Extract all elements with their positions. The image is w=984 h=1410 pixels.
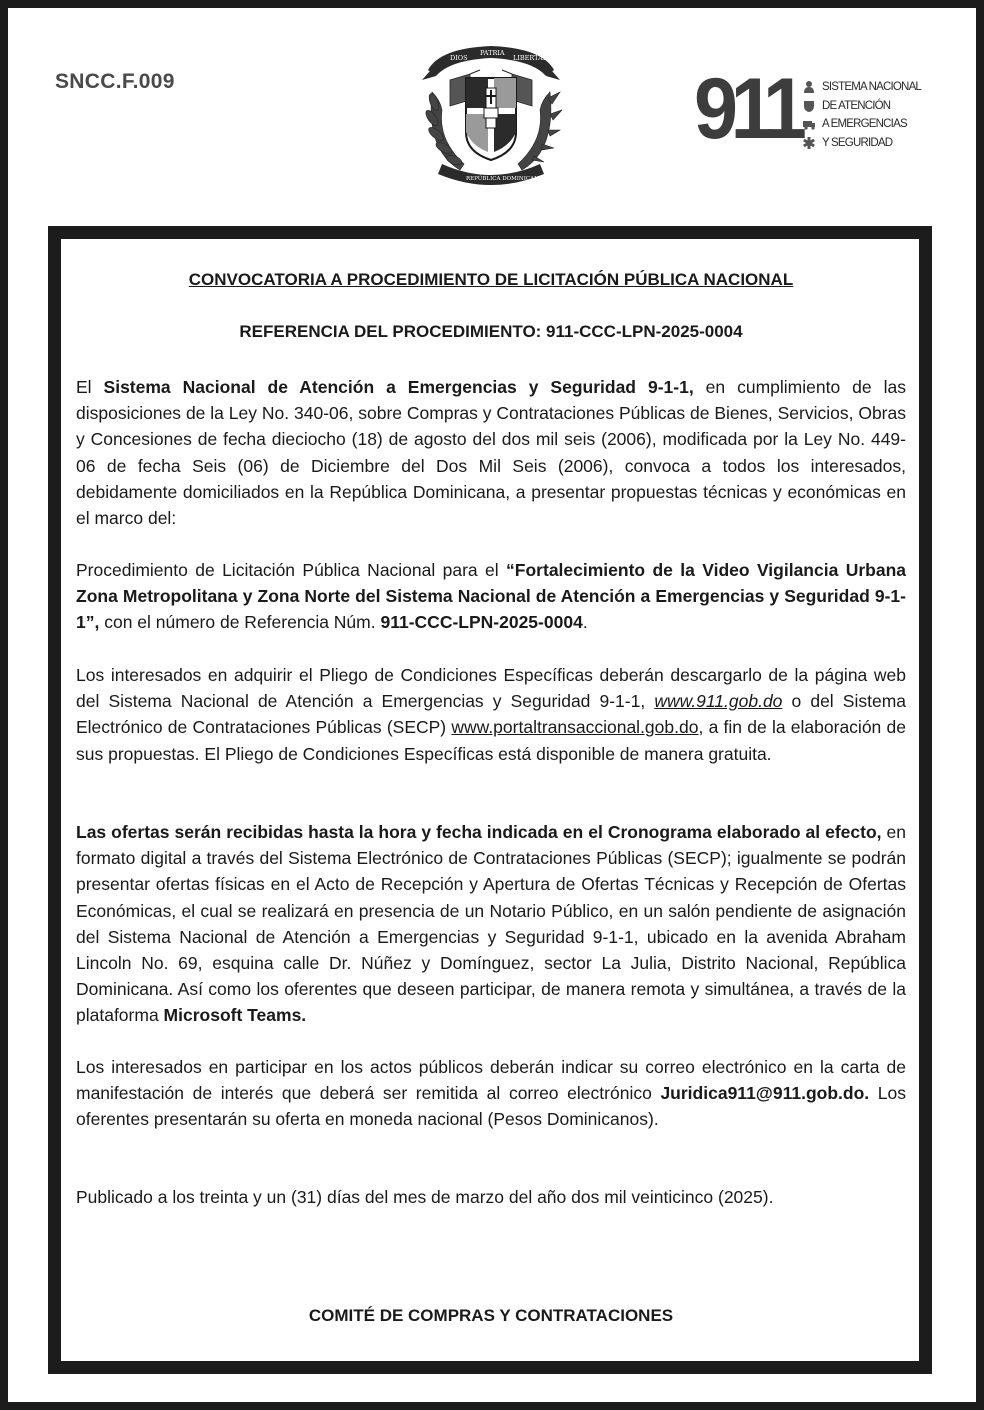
paragraph-published: Publicado a los treinta y un (31) días del mes de marzo del año dos mil veinticinco (2025). xyxy=(76,1187,774,1207)
committee-signature: COMITÉ DE COMPRAS Y CONTRATACIONES xyxy=(308,1306,674,1325)
link-portal-transaccional[interactable]: www.portaltransaccional.gob.do xyxy=(451,717,699,738)
coat-of-arms-seal xyxy=(420,40,562,190)
seal-motto-1: DIOS xyxy=(450,54,468,62)
email-address: Juridica911@911.gob.do. xyxy=(660,1083,870,1104)
ambulance-icon xyxy=(802,117,816,131)
logo-line-3: A EMERGENCIAS xyxy=(822,118,907,131)
paragraph-download: Los interesados en adquirir el Pliego de Condiciones Específicas deberán descargarlo de la página web del Sistema Nacional de Atención a Emergencias y Seguridad 9-1-1, www.911.gob.do o del Sistema Electrónico de Contrataciones Públicas (SECP) www.portaltransaccional.gob.do, a fin de la elaboración de sus propuestas. El Pliego de Condiciones Específicas está disponible de manera gratuita. xyxy=(76,665,907,764)
procedure-reference: REFERENCIA DEL PROCEDIMIENTO: 911-CCC-LPN-2025-0004 xyxy=(239,322,743,341)
logo-line-2: DE ATENCIÓN xyxy=(822,99,891,112)
shield-person-icon xyxy=(802,80,816,94)
shield-icon xyxy=(802,99,816,113)
document-box xyxy=(48,226,932,1374)
link-911-website[interactable]: www.911.gob.do xyxy=(654,691,783,712)
paragraph-procedure: Procedimiento de Licitación Pública Nacional para el “Fortalecimiento de la Video Vigilancia Urbana Zona Metropolitana y Zona Norte del Sistema Nacional de Atención a Emergencias y Seguridad 9-1-1”, con el número de Referencia Núm. 911-CCC-LPN-2025-0004. xyxy=(76,560,906,633)
paragraph-offers: Las ofertas serán recibidas hasta la hora y fecha indicada en el Cronograma elaborado al efecto, en formato digital a través del Sistema Electrónico de Contrataciones Públicas (SECP); igualmente se podrán presentar ofertas físicas en el Acto de Recepción y Apertura de Ofertas Técnicas y Recepción de Ofertas Económicas, el cual se realizará en presencia de un Notario Público, en un salón pendiente de asignación del Sistema Nacional de Atención a Emergencias y Seguridad 9-1-1, ubicado en la avenida Abraham Lincoln No. 69, esquina calle Dr. Núñez y Domínguez, sector La Julia, Distrito Nacional, República Dominicana. Así como los oferentes que deseen participar, de manera remota y simultánea, a través de la plataforma Microsoft Teams. xyxy=(76,822,907,1026)
seal-motto-2: PATRIA xyxy=(480,49,505,57)
document-title: CONVOCATORIA A PROCEDIMIENTO DE LICITACIÓN PÚBLICA NACIONAL xyxy=(188,270,794,289)
star-of-life-icon xyxy=(802,136,816,150)
logo-number: 911 xyxy=(694,61,800,157)
seal-banner: REPÚBLICA DOMINICANA xyxy=(466,176,543,182)
logo-line-1: SISTEMA NACIONAL xyxy=(822,81,922,94)
911-logo xyxy=(694,61,934,157)
seal-motto-3: LIBERTAD xyxy=(513,54,549,62)
paragraph-intro: El Sistema Nacional de Atención a Emergencias y Seguridad 9-1-1, en cumplimiento de las disposiciones de la Ley No. 340-06, sobre Compras y Contrataciones Públicas de Bienes, Servicios, Obras y Concesiones de fecha dieciocho (18) de agosto del dos mil seis (2006), modificada por la Ley No. 449-06 de fecha Seis (06) de Diciembre del Dos Mil Seis (2006), convoca a todos los interesados, debidamente domiciliados en la República Dominicana, a presentar propuestas técnicas y económicas en el marco del: xyxy=(76,377,906,529)
logo-line-4: Y SEGURIDAD xyxy=(822,136,893,149)
paragraph-email: Los interesados en participar en los actos públicos deberán indicar su correo electrónico en la carta de manifestación de interés que deberá ser remitida al correo electrónico Juridica911@911.gob.do. Los oferentes presentarán su oferta en moneda nacional (Pesos Dominicanos). xyxy=(76,1057,906,1130)
form-code: SNCC.F.009 xyxy=(55,70,175,93)
